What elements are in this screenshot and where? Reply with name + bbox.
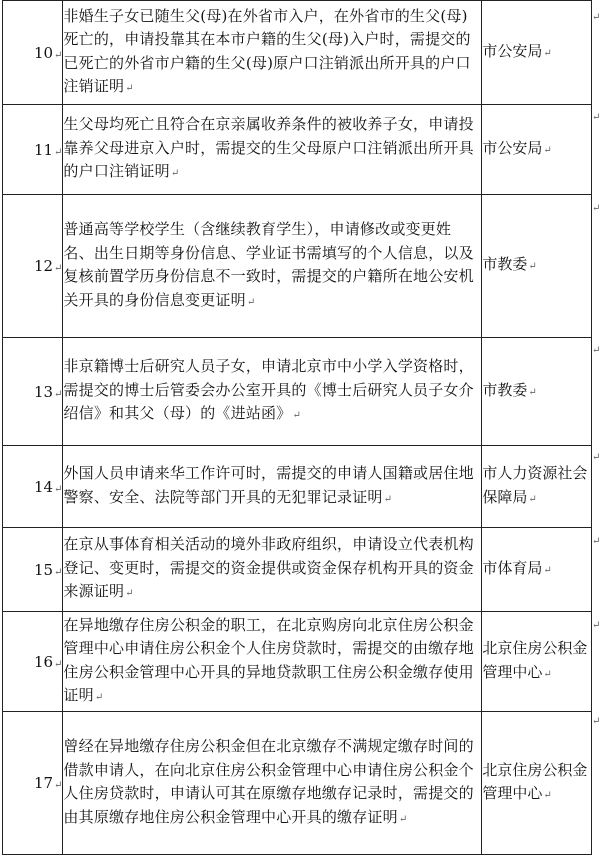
- row-description-text: 在异地缴存住房公积金的职工，在北京购房向北京住房公积金管理中心申请住房公积金个人住房贷款时，需提交的由缴存地住房公积金管理中心开具的异地贷款职工住房公积金缴存使用证明: [63, 615, 474, 704]
- paragraph-mark-icon: ↵: [54, 566, 63, 578]
- row-department-text: 市教委: [482, 255, 528, 274]
- row-number-text: 14: [33, 477, 54, 496]
- row-description-text: 普通高等学校学生（含继续教育学生），申请修改或变更姓名、出生日期等身份信息、学业证书需填写的个人信息，以及复核前置学历身份信息不一致时，需提交的户籍所在地公安机关开具的身份信息变更证明: [63, 220, 474, 309]
- paragraph-mark-icon: ↵: [125, 588, 134, 600]
- table-row: [3, 105, 592, 195]
- paragraph-mark-icon: ↵: [94, 692, 104, 703]
- paragraph-mark-icon: ↵: [592, 12, 600, 23]
- table-row: [3, 195, 592, 338]
- row-number-text: 13: [33, 382, 54, 401]
- paragraph-mark-icon: ↵: [592, 536, 600, 547]
- row-description-text: 非京籍博士后研究人员子女，申请北京市中小学入学资格时，需提交的博士后管委会办公室开具的《博士后研究人员子女介绍信》和其父（母）的《进站函》: [63, 357, 474, 423]
- row-department: [482, 712, 592, 855]
- row-number: [3, 1, 63, 105]
- row-number: [3, 338, 63, 446]
- paragraph-mark-icon: ↵: [528, 386, 537, 398]
- row-department-text: 市教委: [482, 380, 528, 399]
- paragraph-mark-icon: ↵: [592, 620, 600, 631]
- row-number: [3, 712, 63, 855]
- paragraph-mark-icon: ↵: [543, 564, 552, 576]
- table-row: [3, 338, 592, 446]
- table-row: [3, 712, 592, 855]
- paragraph-mark-icon: ↵: [54, 146, 63, 158]
- row-department-text: 北京住房公积金管理中心: [482, 639, 588, 681]
- paragraph-mark-icon: ↵: [592, 716, 600, 727]
- row-description: [63, 338, 482, 446]
- row-department: [482, 612, 592, 712]
- paragraph-mark-icon: ↵: [54, 483, 63, 495]
- row-department-text: 市公安局: [482, 41, 543, 60]
- row-description-text: 在京从事体育相关活动的境外非政府组织，申请设立代表机构登记、变更时，需提交的资金提供或资金保存机构开具的资金来源证明: [63, 535, 474, 601]
- document-table: [2, 0, 592, 855]
- paragraph-mark-icon: ↵: [528, 261, 537, 273]
- paragraph-mark-icon: ↵: [383, 493, 393, 505]
- paragraph-mark-icon: ↵: [54, 658, 63, 670]
- row-department: [482, 338, 592, 446]
- paragraph-mark-icon: ↵: [592, 203, 600, 214]
- row-number-text: 17: [33, 774, 54, 792]
- row-number-text: 11: [33, 140, 54, 159]
- row-department: [482, 528, 592, 612]
- table-row: [3, 612, 592, 712]
- table-row: [3, 528, 592, 612]
- row-number-text: 16: [33, 652, 54, 671]
- paragraph-mark-icon: ↵: [543, 790, 552, 801]
- paragraph-mark-icon: ↵: [592, 345, 600, 356]
- row-number: [3, 528, 63, 612]
- row-department-text: 市公安局: [482, 138, 543, 157]
- paragraph-mark-icon: ↵: [292, 410, 302, 422]
- row-number: [3, 105, 63, 195]
- table-row: [3, 446, 592, 528]
- paragraph-mark-icon: ↵: [170, 168, 180, 180]
- row-description: [63, 712, 482, 855]
- paragraph-mark-icon: ↵: [246, 296, 256, 308]
- row-description: [63, 105, 482, 195]
- paragraph-mark-icon: ↵: [54, 780, 63, 791]
- row-department: [482, 446, 592, 528]
- table-row: [3, 1, 592, 105]
- row-description: [63, 446, 482, 528]
- paragraph-mark-icon: ↵: [592, 112, 600, 123]
- row-number: [3, 612, 63, 712]
- row-department: [482, 105, 592, 195]
- row-number-text: 12: [33, 257, 54, 275]
- row-department: [482, 195, 592, 338]
- row-number-text: 10: [33, 43, 54, 62]
- paragraph-mark-icon: ↵: [398, 813, 408, 825]
- row-department-text: 市人力资源社会保障局: [482, 464, 588, 506]
- paragraph-mark-icon: ↵: [543, 144, 552, 156]
- paragraph-mark-icon: ↵: [543, 47, 552, 59]
- row-department-text: 北京住房公积金管理中心: [482, 760, 588, 802]
- paragraph-mark-icon: ↵: [543, 668, 552, 680]
- row-description-text: 生父母均死亡且符合在京亲属收养条件的被收养子女，申请投靠养父母进京入户时，需提交的生父母原户口注销派出所开具的户口注销证明: [63, 115, 474, 181]
- row-description: [63, 195, 482, 338]
- row-description: [63, 1, 482, 105]
- row-number: [3, 446, 63, 528]
- row-number-text: 15: [33, 560, 54, 579]
- paragraph-mark-icon: ↵: [528, 493, 537, 505]
- row-description: [63, 528, 482, 612]
- paragraph-mark-icon: ↵: [592, 452, 600, 463]
- paragraph-mark-icon: ↵: [54, 388, 63, 400]
- paragraph-mark-icon: ↵: [54, 49, 63, 61]
- row-description-text: 外国人员申请来华工作许可时，需提交的申请人国籍或居住地警察、安全、法院等部门开具的无犯罪记录证明: [63, 464, 474, 506]
- row-department: [482, 1, 592, 105]
- paragraph-mark-icon: ↵: [54, 263, 63, 274]
- row-description-text: 曾经在异地缴存住房公积金但在北京缴存不满规定缴存时间的借款申请人，在向北京住房公积金管理中心申请住房公积金个人住房贷款时，申请认可其在原缴存地缴存记录时，需提交的由其原缴存地住房公积金管理中心开具的缴存证明: [63, 737, 474, 826]
- row-department-text: 市体育局: [482, 558, 543, 577]
- row-number: [3, 195, 63, 338]
- paragraph-mark-icon: ↵: [125, 83, 134, 94]
- row-description: [63, 612, 482, 712]
- row-description-text: 非婚生子女已随生父(母)在外省市入户，在外省市的生父(母)死亡的，申请投靠其在本市户籍的生父(母)入户时，需提交的已死亡的外省市户籍的生父(母)原户口注销派出所开具的户口注销证明: [63, 6, 471, 95]
